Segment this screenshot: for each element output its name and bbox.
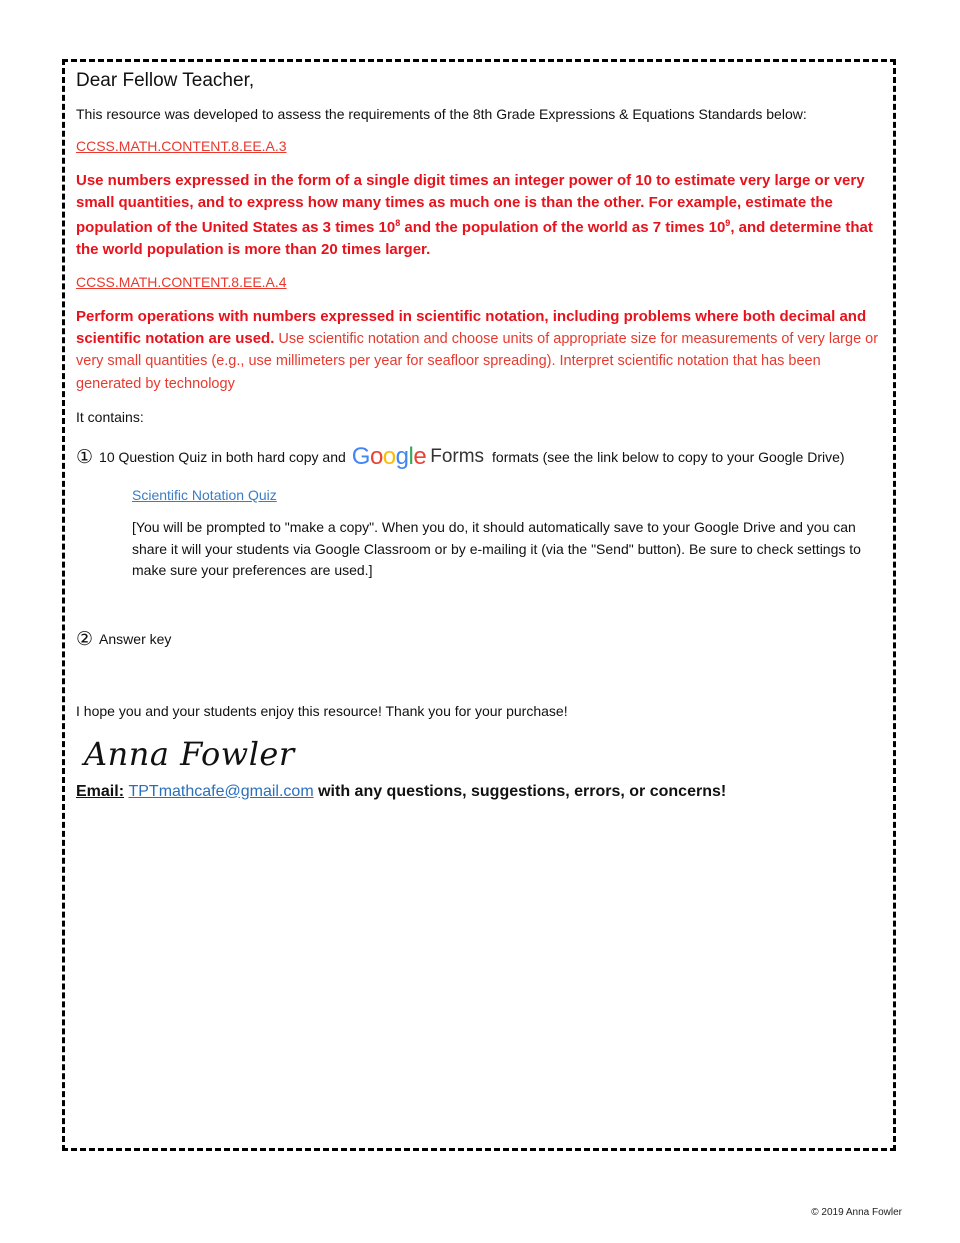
document-body [76,70,882,801]
google-forms-label: Forms [430,446,485,467]
email-label: Email: [76,782,125,800]
contact-text: with any questions, suggestions, errors, or concerns! [313,782,727,800]
list-item-answer-key [76,628,882,651]
standard-text-ee-a3: Use numbers expressed in the form of a single digit times an integer power of 10 to estimate very large or very small quantities, and to express how many times as much one is than the other. For example, estimate the population of the United States as 3 times $10^8$ and the population of the world as 7 times $10^9$, and determine that the world population is more than 20 times larger. [76,172,873,258]
contact-line [76,783,882,801]
closing-text: I hope you and your students enjoy this resource! Thank you for your purchase! [76,702,568,719]
quiz-details [132,471,882,582]
scientific-notation-quiz-link[interactable]: Scientific Notation Quiz [132,487,277,503]
google-logo: Google [351,443,427,470]
copy-instructions-note: [You will be prompted to "make a copy". When you do, it should automatically save to your Google Drive and you can share it will your students via Google Classroom or by e-mailing it (via the "Send" button). Be sure to check settings to make sure your preferences are used.] [132,519,861,578]
intro-text: This resource was developed to assess the requirements of the 8th Grade Expressions & Equations Standards below: [76,106,807,122]
list-item-quiz [76,443,882,471]
number-one-icon: ① [76,446,94,468]
number-two-icon: ② [76,628,94,650]
quiz-description: 10 Question Quiz in both hard copy and [99,449,346,465]
quiz-description-suffix: formats (see the link below to copy to your Google Drive) [492,449,845,465]
contains-label: It contains: [76,409,144,425]
answer-key-label: Answer key [99,631,172,647]
standard-text-ee-a4: Perform operations with numbers expressed in scientific notation, including problems where both decimal and scientific notation are used. Use scientific notation and choose units of appropriate size for measurements of very large or very small quantities (e.g., use millimeters per year for seafloor spreading). Interpret scientific notation that has been generated by technology [76,308,879,392]
copyright-footer: © 2019 Anna Fowler [811,1207,902,1218]
email-link[interactable]: TPTmathcafe@gmail.com [128,782,314,800]
standard-link-ee-a3[interactable]: CCSS.MATH.CONTENT.8.EE.A.3 [76,138,287,154]
signature: Anna Fowler [84,734,295,773]
greeting: Dear Fellow Teacher, [76,70,255,91]
standard-link-ee-a4[interactable]: CCSS.MATH.CONTENT.8.EE.A.4 [76,274,287,290]
